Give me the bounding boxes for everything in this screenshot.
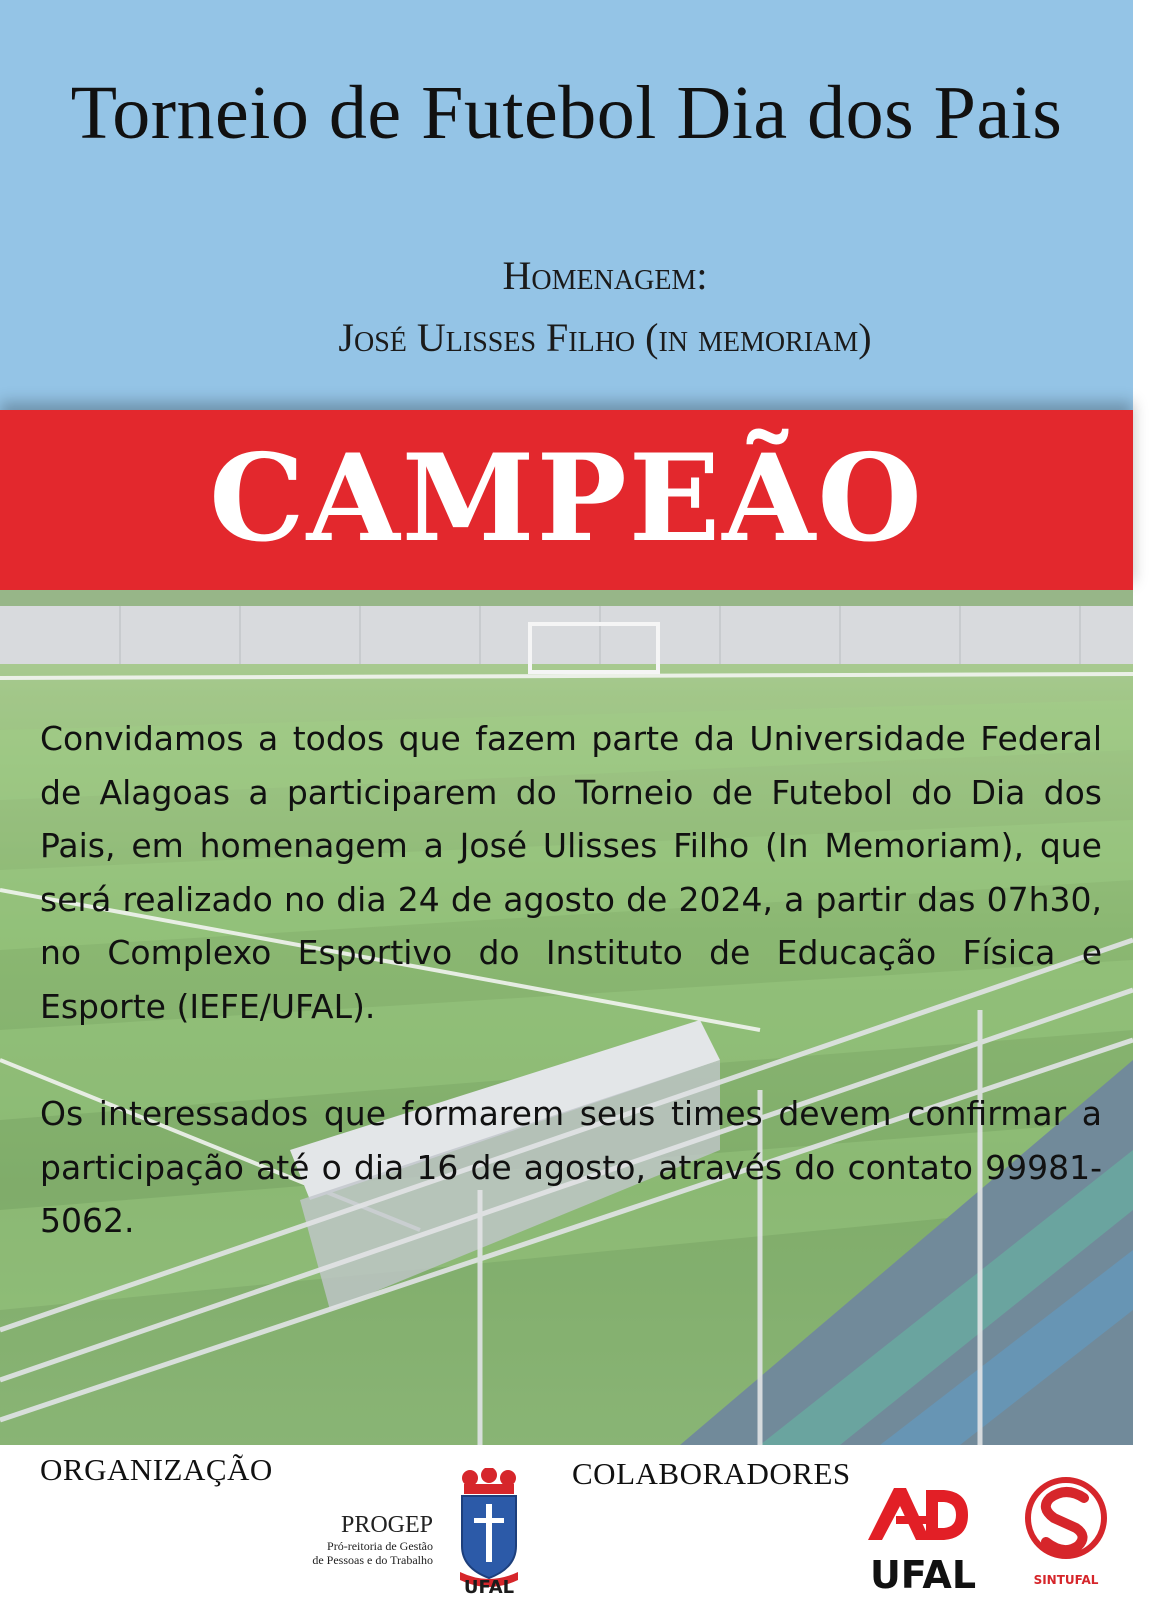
- invitation-paragraph: Convidamos a todos que fazem parte da Universidade Federal de Alagoas a participarem do Torneio de Futebol do Dia dos Pais, em homenagem a José Ulisses Filho (In Memoriam), que será realizado no dia 24 de agosto de 2024, a partir das 07h30, no Complexo Esportivo do Instituto de Educação Física e Esporte (IEFE/UFAL).: [40, 719, 1102, 1026]
- honor-name: José Ulisses Filho (in memoriam): [338, 315, 872, 360]
- progep-line1: Pró-reitoria de Gestão: [327, 1539, 433, 1553]
- organization-label: ORGANIZAÇÃO: [40, 1452, 273, 1487]
- progep-title: PROGEP: [340, 1512, 433, 1538]
- confirmation-paragraph: Os interessados que formarem seus times devem confirmar a participação até o dia 16 de agosto, através do contato 99981-5062.: [40, 1094, 1102, 1240]
- page-title: Torneio de Futebol Dia dos Pais: [70, 71, 1063, 155]
- header-section: [0, 0, 1133, 410]
- progep-logo: [268, 1512, 433, 1567]
- ufal-label: UFAL: [463, 1577, 515, 1598]
- sintufal-label: SINTUFAL: [1033, 1573, 1099, 1587]
- champion-banner: [0, 410, 1133, 590]
- banner-text: CAMPEÃO: [209, 428, 924, 569]
- collaborators-label: COLABORADORES: [572, 1456, 851, 1491]
- adufal-logo-icon: [868, 1488, 978, 1598]
- honor-label: Homenagem:: [502, 253, 708, 298]
- sintufal-logo-icon: [1024, 1476, 1108, 1594]
- ad-label: UFAL: [869, 1553, 977, 1597]
- progep-line2: de Pessoas e do Trabalho: [312, 1553, 433, 1567]
